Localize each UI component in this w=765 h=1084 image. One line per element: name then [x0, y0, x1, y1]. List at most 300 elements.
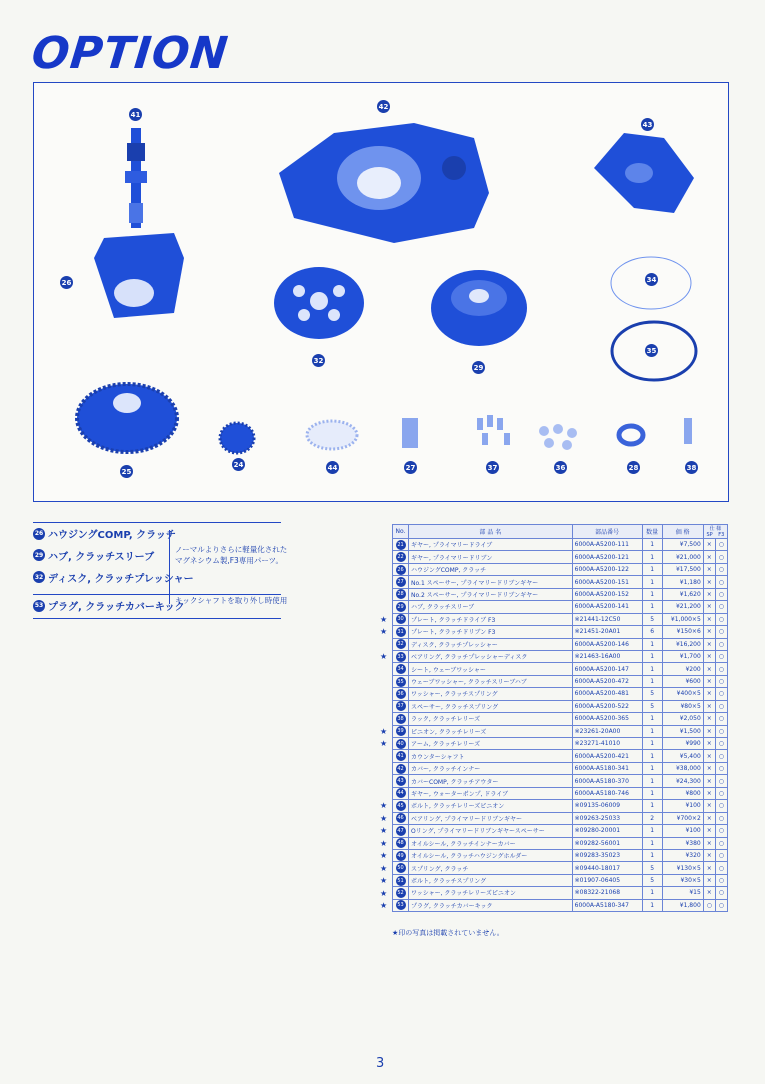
pressure-disc-part — [274, 267, 364, 339]
row-f3: ○ — [715, 601, 727, 613]
row-number — [393, 775, 409, 787]
row-price: ¥1,800 — [662, 899, 703, 911]
row-qty: 1 — [642, 750, 662, 762]
row-qty: 1 — [642, 800, 662, 812]
row-number — [393, 551, 409, 563]
row-f3: ○ — [715, 563, 727, 575]
water-pump-gear-part — [307, 421, 357, 449]
table-row — [393, 750, 728, 762]
table-row — [393, 576, 728, 588]
row-f3: ○ — [715, 700, 727, 712]
legend-text: ディスク, クラッチプレッシャー — [48, 573, 194, 585]
parts-photo — [33, 82, 729, 502]
row-number — [393, 800, 409, 812]
row-number — [393, 887, 409, 899]
row-f3: ○ — [715, 800, 727, 812]
row-price: ¥1,620 — [662, 588, 703, 600]
row-name: ボルト, クラッチスプリング — [409, 874, 573, 886]
header-price: 価 格 — [662, 525, 703, 539]
label-29: 29 — [472, 361, 485, 374]
row-f3: ○ — [715, 638, 727, 650]
row-qty: 1 — [642, 650, 662, 662]
row-partno: ※23271-41010 — [572, 738, 642, 750]
row-number — [393, 713, 409, 725]
no2-spacer-part — [619, 426, 643, 444]
row-price: ¥100 — [662, 825, 703, 837]
row-partno: 6000A-A5200-122 — [572, 563, 642, 575]
row-partno: 6000A-A5200-146 — [572, 638, 642, 650]
row-name: ワッシャー, クラッチスプリング — [409, 688, 573, 700]
legend-text: ハブ, クラッチスリーブ — [48, 551, 155, 563]
row-price: ¥38,000 — [662, 762, 703, 774]
parts-table-body — [393, 539, 728, 912]
row-price: ¥380 — [662, 837, 703, 849]
row-partno: 6000A-A5200-472 — [572, 675, 642, 687]
row-f3: ○ — [715, 738, 727, 750]
row-name: カバーCOMP, クラッチアウター — [409, 775, 573, 787]
row-partno: ※09280-20001 — [572, 825, 642, 837]
row-f3: ○ — [715, 874, 727, 886]
label-24: 24 — [232, 458, 245, 471]
table-row — [393, 825, 728, 837]
row-number — [393, 899, 409, 911]
row-price: ¥21,200 — [662, 601, 703, 613]
star-mark: ★ — [380, 614, 388, 624]
row-number-badge: 35 — [397, 678, 404, 685]
header-sp: SP — [706, 531, 713, 538]
row-number-badge: 49 — [397, 852, 404, 859]
row-price: ¥24,300 — [662, 775, 703, 787]
row-price: ¥700×2 — [662, 812, 703, 824]
row-number — [393, 638, 409, 650]
legend-number: 32 — [33, 571, 45, 583]
row-partno: 6000A-A5180-746 — [572, 787, 642, 799]
label-43: 43 — [641, 118, 654, 131]
spacer-part — [402, 418, 418, 448]
legend-number: 26 — [33, 528, 45, 540]
spring-washers-part — [539, 424, 577, 450]
row-f3: ○ — [715, 862, 727, 874]
header-partno: 部品番号 — [572, 525, 642, 539]
row-name: スプリング, クラッチ — [409, 862, 573, 874]
table-row — [393, 812, 728, 824]
row-price: ¥150×6 — [662, 626, 703, 638]
row-name: カウンターシャフト — [409, 750, 573, 762]
table-row — [393, 700, 728, 712]
row-sp: × — [703, 688, 715, 700]
row-number — [393, 762, 409, 774]
row-price: ¥200 — [662, 663, 703, 675]
row-f3: ○ — [715, 812, 727, 824]
row-partno: 6000A-A5180-370 — [572, 775, 642, 787]
row-number — [393, 849, 409, 861]
row-number-badge: 41 — [397, 753, 404, 760]
row-number-badge: 39 — [397, 728, 404, 735]
header-spec-label: 仕 様 — [709, 525, 722, 532]
row-number-badge: 47 — [397, 827, 404, 834]
table-row — [393, 849, 728, 861]
row-qty: 1 — [642, 663, 662, 675]
row-qty: 1 — [642, 738, 662, 750]
row-partno: ※21463-16A00 — [572, 650, 642, 662]
row-sp: × — [703, 862, 715, 874]
row-price: ¥7,500 — [662, 539, 703, 551]
row-f3: ○ — [715, 663, 727, 675]
row-sp: × — [703, 849, 715, 861]
row-name: シート, ウェーブワッシャー — [409, 663, 573, 675]
star-mark: ★ — [380, 627, 388, 637]
row-number-badge: 38 — [397, 715, 404, 722]
table-row — [393, 650, 728, 662]
table-row — [393, 539, 728, 551]
row-price: ¥800 — [662, 787, 703, 799]
row-name: カバー, クラッチインナー — [409, 762, 573, 774]
row-name: オイルシール, クラッチハウジングホルダー — [409, 849, 573, 861]
header-name: 部 品 名 — [409, 525, 573, 539]
page-title: OPTION — [29, 28, 231, 79]
row-number-badge: 32 — [397, 641, 404, 648]
star-mark: ★ — [380, 726, 388, 736]
row-sp: × — [703, 675, 715, 687]
star-mark: ★ — [380, 888, 388, 898]
inner-cover-part — [279, 123, 489, 243]
row-number-badge: 40 — [397, 740, 404, 747]
row-number — [393, 626, 409, 638]
parts-illustration — [34, 83, 730, 503]
table-row — [393, 675, 728, 687]
header-no: No. — [393, 525, 409, 539]
row-sp: × — [703, 775, 715, 787]
row-partno: 6000A-A5200-365 — [572, 713, 642, 725]
star-mark: ★ — [380, 801, 388, 811]
row-qty: 1 — [642, 551, 662, 563]
legend-number: 29 — [33, 549, 45, 561]
row-price: ¥320 — [662, 849, 703, 861]
drive-gear-part — [77, 384, 177, 452]
header-spec — [703, 525, 727, 539]
row-price: ¥1,000×5 — [662, 613, 703, 625]
row-price: ¥1,180 — [662, 576, 703, 588]
row-qty: 1 — [642, 775, 662, 787]
row-price: ¥15 — [662, 887, 703, 899]
row-number-badge: 52 — [397, 889, 404, 896]
row-sp: × — [703, 762, 715, 774]
table-row — [393, 725, 728, 737]
row-number-badge: 26 — [397, 566, 404, 573]
row-price: ¥16,200 — [662, 638, 703, 650]
table-row — [393, 775, 728, 787]
row-partno: 6000A-A5180-341 — [572, 762, 642, 774]
table-row — [393, 688, 728, 700]
label-37: 37 — [486, 461, 499, 474]
table-row — [393, 663, 728, 675]
row-f3: ○ — [715, 551, 727, 563]
row-partno: ※01907-06405 — [572, 874, 642, 886]
sleeve-hub-part — [431, 270, 527, 346]
row-partno: 6000A-A5200-481 — [572, 688, 642, 700]
label-32: 32 — [312, 354, 325, 367]
row-price: ¥21,000 — [662, 551, 703, 563]
row-sp: × — [703, 837, 715, 849]
row-number — [393, 539, 409, 551]
row-number — [393, 688, 409, 700]
row-f3: ○ — [715, 899, 727, 911]
row-name: ギヤー, プライマリードリブン — [409, 551, 573, 563]
row-partno: 6000A-A5200-151 — [572, 576, 642, 588]
clutch-housing-part — [94, 233, 184, 318]
label-34: 34 — [645, 273, 658, 286]
page-number: 3 — [376, 1056, 385, 1071]
row-f3: ○ — [715, 688, 727, 700]
row-name: ベアリング, プライマリードリブンギヤー — [409, 812, 573, 824]
row-number-badge: 45 — [397, 802, 404, 809]
row-number-badge: 31 — [397, 628, 404, 635]
label-35: 35 — [645, 344, 658, 357]
row-number — [393, 725, 409, 737]
outer-cover-part — [594, 133, 694, 213]
row-price: ¥1,500 — [662, 725, 703, 737]
row-partno: ※21451-20A01 — [572, 626, 642, 638]
row-sp: × — [703, 725, 715, 737]
row-f3: ○ — [715, 613, 727, 625]
row-partno: ※09283-35023 — [572, 849, 642, 861]
row-qty: 1 — [642, 837, 662, 849]
row-f3: ○ — [715, 675, 727, 687]
small-gear-part — [220, 423, 254, 453]
row-number — [393, 613, 409, 625]
row-sp: × — [703, 563, 715, 575]
row-qty: 1 — [642, 899, 662, 911]
row-number-badge: 42 — [397, 765, 404, 772]
row-qty: 5 — [642, 862, 662, 874]
row-qty: 1 — [642, 675, 662, 687]
legend-note: キックシャフトを取り外し時使用 — [175, 596, 288, 605]
row-sp: × — [703, 825, 715, 837]
row-f3: ○ — [715, 825, 727, 837]
row-number — [393, 874, 409, 886]
row-qty: 1 — [642, 787, 662, 799]
row-name: ウェーブワッシャー, クラッチスリーブハブ — [409, 675, 573, 687]
legend-number: 53 — [33, 600, 45, 612]
row-name: スペーサー, クラッチスプリング — [409, 700, 573, 712]
row-number-badge: 37 — [397, 703, 404, 710]
row-f3: ○ — [715, 588, 727, 600]
row-number-badge: 50 — [397, 865, 404, 872]
row-sp: × — [703, 738, 715, 750]
row-partno: 6000A-A5200-152 — [572, 588, 642, 600]
row-sp: × — [703, 626, 715, 638]
row-name: プレート, クラッチドリブン F3 — [409, 626, 573, 638]
row-number — [393, 825, 409, 837]
row-number-badge: 36 — [397, 690, 404, 697]
row-qty: 1 — [642, 588, 662, 600]
row-number-badge: 22 — [397, 554, 404, 561]
row-number — [393, 837, 409, 849]
row-partno: ※09263-25033 — [572, 812, 642, 824]
row-sp: × — [703, 576, 715, 588]
row-number — [393, 563, 409, 575]
row-name: Oリング, プライマリードリブンギヤースペーサー — [409, 825, 573, 837]
row-number — [393, 787, 409, 799]
row-number-badge: 43 — [397, 778, 404, 785]
row-number — [393, 601, 409, 613]
row-partno: ※09440-18017 — [572, 862, 642, 874]
table-row — [393, 626, 728, 638]
row-price: ¥400×5 — [662, 688, 703, 700]
row-sp: × — [703, 874, 715, 886]
spring-spacers-part — [477, 415, 510, 445]
row-name: オイルシール, クラッチインナーカバー — [409, 837, 573, 849]
star-mark: ★ — [380, 876, 388, 886]
row-sp: × — [703, 713, 715, 725]
row-number-badge: 48 — [397, 840, 404, 847]
row-qty: 5 — [642, 700, 662, 712]
row-qty: 1 — [642, 563, 662, 575]
row-f3: ○ — [715, 750, 727, 762]
table-row — [393, 837, 728, 849]
parts-table — [392, 524, 728, 912]
row-number-badge: 29 — [397, 603, 404, 610]
row-price: ¥990 — [662, 738, 703, 750]
row-qty: 5 — [642, 874, 662, 886]
row-number-badge: 33 — [397, 653, 404, 660]
row-number — [393, 812, 409, 824]
row-price: ¥5,400 — [662, 750, 703, 762]
row-name: ディスク, クラッチプレッシャー — [409, 638, 573, 650]
row-name: ギヤー, ウォーターポンプ, ドライブ — [409, 787, 573, 799]
row-name: ベアリング, クラッチプレッシャーディスク — [409, 650, 573, 662]
legend-text: ハウジングCOMP, クラッチ — [48, 530, 176, 541]
row-price: ¥100 — [662, 800, 703, 812]
row-partno: ※09135-06009 — [572, 800, 642, 812]
row-partno: 6000A-A5200-111 — [572, 539, 642, 551]
row-number-badge: 51 — [397, 877, 404, 884]
table-row — [393, 787, 728, 799]
row-price: ¥2,050 — [662, 713, 703, 725]
row-f3: ○ — [715, 539, 727, 551]
table-row — [393, 613, 728, 625]
legend-item — [33, 522, 281, 544]
row-f3: ○ — [715, 626, 727, 638]
row-qty: 1 — [642, 576, 662, 588]
row-sp: × — [703, 787, 715, 799]
star-mark: ★ — [380, 851, 388, 861]
row-qty: 1 — [642, 539, 662, 551]
row-number — [393, 862, 409, 874]
star-mark: ★ — [380, 863, 388, 873]
label-42: 42 — [377, 100, 390, 113]
row-number — [393, 675, 409, 687]
row-partno: ※23261-20A00 — [572, 725, 642, 737]
row-qty: 6 — [642, 626, 662, 638]
row-name: ボルト, クラッチレリーズピニオン — [409, 800, 573, 812]
star-mark: ★ — [380, 826, 388, 836]
row-f3: ○ — [715, 713, 727, 725]
row-number-badge: 27 — [397, 579, 404, 586]
row-number — [393, 750, 409, 762]
table-row — [393, 762, 728, 774]
table-row — [393, 638, 728, 650]
row-qty: 1 — [642, 638, 662, 650]
table-row — [393, 874, 728, 886]
row-qty: 1 — [642, 825, 662, 837]
table-row — [393, 738, 728, 750]
label-27: 27 — [404, 461, 417, 474]
row-partno: 6000A-A5180-347 — [572, 899, 642, 911]
row-number-badge: 34 — [397, 666, 404, 673]
row-f3: ○ — [715, 787, 727, 799]
row-f3: ○ — [715, 775, 727, 787]
row-name: プレート, クラッチドライブ F3 — [409, 613, 573, 625]
row-f3: ○ — [715, 725, 727, 737]
label-28: 28 — [627, 461, 640, 474]
countershaft-part — [125, 128, 147, 228]
row-partno: ※21441-12C50 — [572, 613, 642, 625]
row-name: ハウジングCOMP, クラッチ — [409, 563, 573, 575]
row-number-badge: 44 — [397, 790, 404, 797]
row-sp: × — [703, 650, 715, 662]
row-name: ピニオン, クラッチレリーズ — [409, 725, 573, 737]
row-sp: × — [703, 800, 715, 812]
row-price: ¥30×5 — [662, 874, 703, 886]
row-partno: 6000A-A5200-121 — [572, 551, 642, 563]
row-number-badge: 28 — [397, 591, 404, 598]
row-qty: 5 — [642, 688, 662, 700]
row-sp: × — [703, 551, 715, 563]
row-name: ギヤー, プライマリードライブ — [409, 539, 573, 551]
table-row — [393, 563, 728, 575]
row-price: ¥1,700 — [662, 650, 703, 662]
row-price: ¥130×5 — [662, 862, 703, 874]
row-number — [393, 738, 409, 750]
label-26: 26 — [60, 276, 73, 289]
row-name: ハブ, クラッチスリーブ — [409, 601, 573, 613]
header-f3: F3 — [718, 531, 725, 538]
row-f3: ○ — [715, 650, 727, 662]
row-name: アーム, クラッチレリーズ — [409, 738, 573, 750]
row-f3: ○ — [715, 887, 727, 899]
star-mark: ★ — [380, 813, 388, 823]
row-f3: ○ — [715, 837, 727, 849]
row-number — [393, 650, 409, 662]
row-number-badge: 21 — [397, 541, 404, 548]
table-row — [393, 588, 728, 600]
row-partno: 6000A-A5200-147 — [572, 663, 642, 675]
row-sp: × — [703, 588, 715, 600]
star-mark: ★ — [380, 652, 388, 662]
row-sp: × — [703, 539, 715, 551]
label-25: 25 — [120, 465, 133, 478]
row-qty: 1 — [642, 725, 662, 737]
legend-item — [33, 566, 281, 588]
row-sp: × — [703, 638, 715, 650]
label-38: 38 — [685, 461, 698, 474]
row-partno: 6000A-A5200-421 — [572, 750, 642, 762]
row-number — [393, 700, 409, 712]
table-row — [393, 713, 728, 725]
row-qty: 1 — [642, 887, 662, 899]
table-row — [393, 601, 728, 613]
label-44: 44 — [326, 461, 339, 474]
row-sp: × — [703, 601, 715, 613]
row-price: ¥17,500 — [662, 563, 703, 575]
row-qty: 1 — [642, 849, 662, 861]
row-number-badge: 30 — [397, 616, 404, 623]
label-41: 41 — [129, 108, 142, 121]
row-sp: × — [703, 812, 715, 824]
row-sp: × — [703, 663, 715, 675]
row-partno: ※09282-56001 — [572, 837, 642, 849]
